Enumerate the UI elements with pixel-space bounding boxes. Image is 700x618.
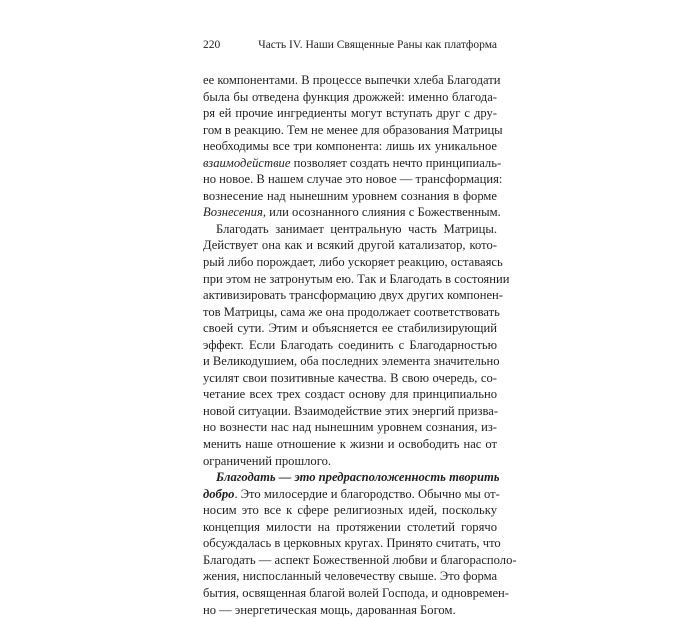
- text-run: ее компонентами. В процессе выпечки хлеба Благодати: [203, 73, 501, 87]
- text-line: [203, 254, 497, 271]
- text-run: и Великодушием, оба последних элемента значительно: [203, 354, 500, 368]
- text-run: ограничений прошлого.: [203, 454, 331, 468]
- text-run: бытия, освященная благой волей Господа, и одновремен-: [203, 586, 509, 600]
- text-run: ря ей прочие ингредиенты могут вступать друг с дру-: [203, 106, 497, 120]
- text-run: концепция милости на протяжении столетий горячо: [203, 520, 497, 534]
- text-run: рый либо порождает, либо ускоряет реакцию, оставаясь: [203, 255, 503, 269]
- text-run: Благодать — аспект Божественной любви и благорасполо-: [203, 553, 517, 567]
- text-run: но — энергетическая мощь, дарованная Богом.: [203, 603, 456, 617]
- text-line: [203, 188, 497, 205]
- italic-run: взаимодействие: [203, 156, 290, 170]
- text-line: [203, 337, 497, 354]
- text-run: гом в реакцию. Тем не менее для образования Матрицы: [203, 123, 503, 137]
- text-run: необходимы все три компонента: лишь их уникальное: [203, 139, 497, 153]
- text-run: активизировать трансформацию двух других компонен-: [203, 288, 503, 302]
- italic-run: Вознесения: [203, 205, 263, 219]
- text-run: Благодать занимает центральную часть Матрицы.: [216, 222, 497, 236]
- text-line: [203, 519, 497, 536]
- text-line: [203, 304, 497, 321]
- text-line: [203, 287, 497, 304]
- text-line: [203, 353, 497, 370]
- text-line: [203, 436, 497, 453]
- text-line: [203, 552, 497, 569]
- text-line: [203, 171, 497, 188]
- text-run: усилят свои позитивные качества. В свою очередь, со-: [203, 371, 497, 385]
- text-run: новой ситуации. Взаимодействие этих энергий призва-: [203, 404, 498, 418]
- text-run: при этом не затронутым ею. Так и Благодать в состоянии: [203, 272, 509, 286]
- text-line: [203, 502, 497, 519]
- text-run: менить наше отношение к жизни и освободить нас от: [203, 437, 497, 451]
- body-text: [203, 72, 497, 618]
- text-line: [203, 419, 497, 436]
- text-line: [203, 568, 497, 585]
- text-line: [203, 237, 497, 254]
- text-run: была бы отведена функция дрожжей: именно благода-: [203, 90, 497, 104]
- text-line: [203, 221, 497, 238]
- text-run: носим это все к сфере религиозных идей, поскольку: [203, 503, 497, 517]
- text-run: позволяет создать нечто принципиаль-: [290, 156, 501, 170]
- text-run: вознесение над нынешним уровнем сознания в форме: [203, 189, 497, 203]
- text-run: , или осознанного слияния с Божественным.: [263, 205, 501, 219]
- text-line: [203, 320, 497, 337]
- text-line: [203, 155, 497, 172]
- text-run: но вознести нас над нынешним уровнем сознания, из-: [203, 420, 497, 434]
- text-line: [203, 403, 497, 420]
- text-line: [203, 535, 497, 552]
- text-run: своей сути. Этим и объясняется ее стабилизирующий: [203, 321, 497, 335]
- text-line: [203, 204, 497, 221]
- text-line: [203, 585, 497, 602]
- text-line: [203, 486, 497, 503]
- text-run: четание всех трех создаст основу для принципиально: [203, 387, 497, 401]
- page-header: [203, 37, 497, 53]
- text-run: . Это милосердие и благородство. Обычно мы от-: [234, 487, 499, 501]
- text-line: [203, 72, 497, 89]
- bold-italic-run: добро: [203, 487, 234, 501]
- text-run: жения, ниспосланный человечеству свыше. Это форма: [203, 569, 497, 583]
- text-run: эффект. Если Благодать соединить с Благодарностью: [203, 338, 497, 352]
- text-line: [203, 386, 497, 403]
- text-line: [203, 453, 497, 470]
- text-run: тов Матрицы, сама же она продолжает соответствовать: [203, 305, 500, 319]
- text-line: [203, 602, 497, 618]
- text-line: [203, 105, 497, 122]
- text-line: [203, 469, 497, 486]
- text-line: [203, 122, 497, 139]
- text-line: [203, 271, 497, 288]
- text-run: обсуждалась в церковных кругах. Принято считать, что: [203, 536, 501, 550]
- page-number: 220: [203, 37, 220, 53]
- text-line: [203, 138, 497, 155]
- text-run: но новое. В нашем случае это новое — трансформация:: [203, 172, 502, 186]
- running-head: Часть IV. Наши Священные Раны как платформа: [258, 37, 497, 53]
- bold-italic-run: Благодать — это предрасположенность творить: [216, 470, 500, 484]
- text-line: [203, 370, 497, 387]
- text-run: Действует она как и всякий другой катализатор, кото-: [203, 238, 497, 252]
- text-line: [203, 89, 497, 106]
